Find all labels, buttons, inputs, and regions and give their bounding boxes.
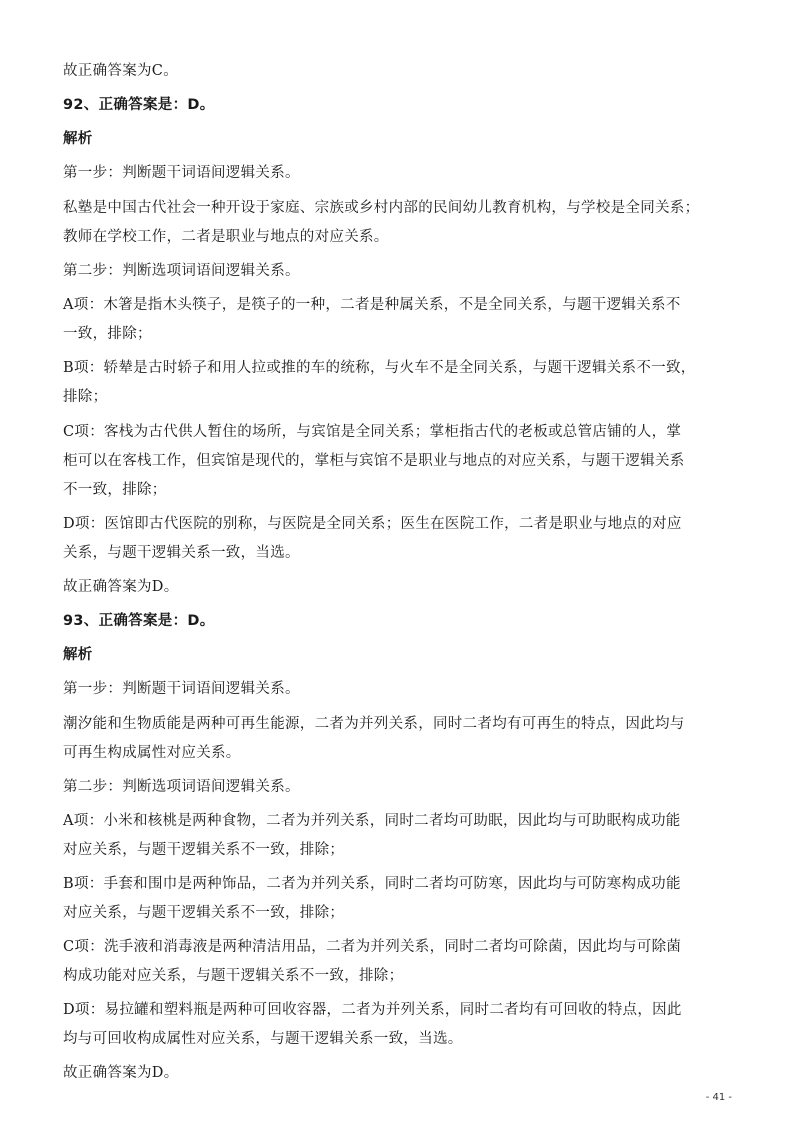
step-one-text: 第一步：判断题干词语间逻辑关系。 <box>63 681 300 697</box>
step-two-text: 第二步：判断选项词语间逻辑关系。 <box>63 263 300 279</box>
answer-conclusion-93: 故正确答案为D。 <box>63 1065 179 1081</box>
option-c-continued: 不一致，排除； <box>63 482 167 498</box>
option-a-text: A项：木箸是指木头筷子，是筷子的一种，二者是种属关系，不是全同关系，与题干逻辑关系不 <box>63 297 681 313</box>
option-a-continued: 一致，排除； <box>63 326 152 342</box>
paragraph-line: 私塾是中国古代社会一种开设于家庭、宗族或乡村内部的民间幼儿教育机构，与学校是全同关系； <box>63 200 700 216</box>
option-b-continued: 对应关系，与题干逻辑关系不一致，排除； <box>63 905 345 921</box>
option-b-text: B项：手套和围巾是两种饰品，二者为并列关系，同时二者均可防寒，因此均与可防寒构成功能 <box>63 876 681 892</box>
option-d-continued: 均与可回收构成属性对应关系，与题干逻辑关系一致，当选。 <box>63 1031 463 1047</box>
step-two-text: 第二步：判断选项词语间逻辑关系。 <box>63 779 300 795</box>
option-d-text: D项：易拉罐和塑料瓶是两种可回收容器，二者为并列关系，同时二者均有可回收的特点，因此 <box>63 1002 682 1018</box>
option-c-continued: 柜可以在客栈工作，但宾馆是现代的，掌柜与宾馆不是职业与地点的对应关系，与题干逻辑关系 <box>63 453 685 469</box>
question-93-answer-heading: 93、正确答案是：D。 <box>63 613 215 629</box>
analysis-heading: 解析 <box>63 131 93 147</box>
option-b-continued: 排除； <box>63 389 108 405</box>
question-92-answer-heading: 92、正确答案是：D。 <box>63 97 215 113</box>
option-c-continued: 构成功能对应关系，与题干逻辑关系不一致，排除； <box>63 968 404 984</box>
paragraph-line: 教师在学校工作，二者是职业与地点的对应关系。 <box>63 229 389 245</box>
option-c-text: C项：洗手液和消毒液是两种清洁用品，二者为并列关系，同时二者均可除菌，因此均与可除菌 <box>63 939 682 955</box>
option-d-continued: 关系，与题干逻辑关系一致，当选。 <box>63 545 300 561</box>
option-a-continued: 对应关系，与题干逻辑关系不一致，排除； <box>63 842 345 858</box>
option-a-text: A项：小米和核桃是两种食物，二者为并列关系，同时二者均可助眠，因此均与可助眠构成功能 <box>63 813 681 829</box>
option-b-text: B项：轿辇是古时轿子和用人拉或推的车的统称，与火车不是全同关系，与题干逻辑关系不一致， <box>63 360 696 376</box>
step-one-text: 第一步：判断题干词语间逻辑关系。 <box>63 165 300 181</box>
answer-conclusion-92: 故正确答案为D。 <box>63 579 179 595</box>
page-number: - 41 - <box>705 1092 732 1103</box>
analysis-heading: 解析 <box>63 647 93 663</box>
option-d-text: D项：医馆即古代医院的别称，与医院是全同关系；医生在医院工作，二者是职业与地点的对应 <box>63 516 682 532</box>
option-c-text: C项：客栈为古代供人暂住的场所，与宾馆是全同关系；掌柜指古代的老板或总管店铺的人，掌 <box>63 424 682 440</box>
answer-conclusion-91: 故正确答案为C。 <box>63 63 178 79</box>
paragraph-line: 可再生构成属性对应关系。 <box>63 745 241 761</box>
paragraph-line: 潮汐能和生物质能是两种可再生能源，二者为并列关系，同时二者均有可再生的特点，因此均与 <box>63 716 685 732</box>
